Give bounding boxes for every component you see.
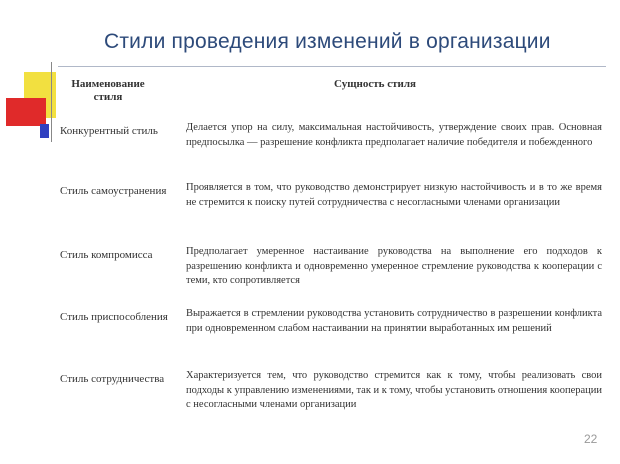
style-description: Проявляется в том, что руководство демонстрирует низкую настойчивость и в то же время не стремится к поиску путей сотрудничества с несогласными членами организации <box>186 182 602 208</box>
style-description: Выражается в стремлении руководства установить сотрудничество в разрешении конфликта при одновременном слабом настаивании на принятии выработанных им решений <box>186 308 602 334</box>
decorative-red-square <box>6 98 46 126</box>
style-name: Стиль компромисса <box>60 249 153 261</box>
style-name: Стиль сотрудничества <box>60 373 165 385</box>
style-name: Стиль самоустранения <box>60 185 167 197</box>
slide-title: Стили проведения изменений в организации <box>104 30 551 53</box>
decorative-vertical-line <box>51 62 52 142</box>
style-description: Делается упор на силу, максимальная настойчивость, утверждение своих прав. Основная предпосылка — разрешение конфликта предполагает наличие победителя и побежденного <box>186 122 602 148</box>
column-header-essence: Сущность стиля <box>334 78 416 90</box>
column-header-name: Наименование стиля <box>71 78 145 103</box>
style-name: Стиль приспособления <box>60 311 168 323</box>
page-number: 22 <box>584 432 598 446</box>
decorative-blue-square <box>40 124 49 138</box>
style-description: Предполагает умеренное настаивание руководства на выполнение его подходов к разрешению конфликта и одновременно умеренное стремление руководства к кооперации с теми, кто сопротивляется <box>186 246 602 286</box>
title-underline <box>58 66 606 67</box>
style-description: Характеризуется тем, что руководство стремится как к тому, чтобы реализовать свои подходы к управлению изменениями, так и к тому, чтобы установить отношения кооперации с несогласными членами организации <box>186 370 602 410</box>
style-name: Конкурентный стиль <box>60 125 158 137</box>
